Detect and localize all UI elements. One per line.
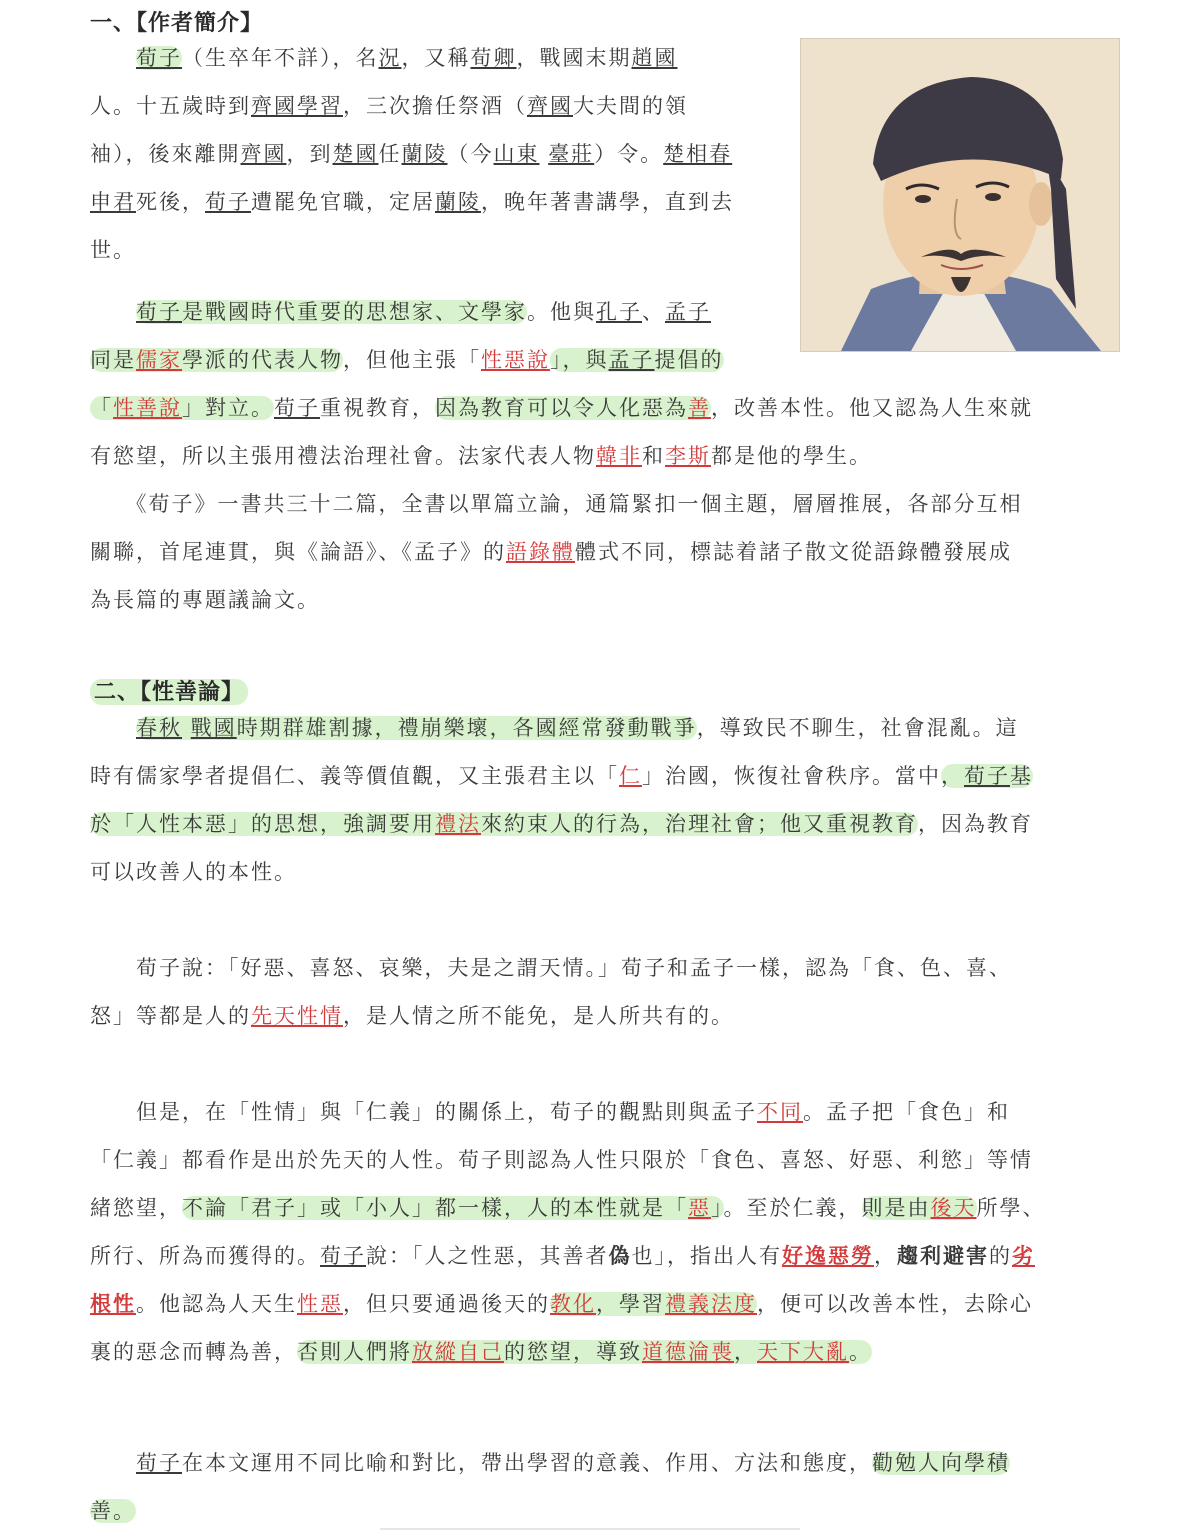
text-line: 春秋 戰國時期群雄割據，禮崩樂壞，各國經常發動戰爭，導致民不聊生，社會混亂。這 (136, 716, 1019, 740)
text-line: 怒」等都是人的先天性情，是人情之所不能免，是人所共有的。 (90, 1004, 734, 1028)
text-line: 根性。他認為人天生性惡，但只要通過後天的教化，學習禮義法度，便可以改善本性，去除心 (90, 1291, 1033, 1316)
text-line: 同是儒家學派的代表人物，但他主張「性惡說」，與孟子提倡的 (90, 348, 724, 372)
text-line: 為長篇的專題議論文。 (90, 588, 320, 612)
portrait-image (801, 39, 1119, 351)
text-line: 袖），後來離開齊國，到楚國任蘭陵（今山東 臺莊）令。楚相春 (90, 142, 733, 166)
text-line: 申君死後，荀子遭罷免官職，定居蘭陵，晚年著書講學，直到去 (90, 190, 734, 214)
text-line: 「仁義」都看作是出於先天的人性。荀子則認為人性只限於「食色、喜怒、好惡、利慾」等情 (90, 1148, 1033, 1172)
text-line: 時有儒家學者提倡仁、義等價值觀，又主張君主以「仁」治國，恢復社會秩序。當中，荀子基 (90, 764, 1033, 788)
text-line: 有慾望，所以主張用禮法治理社會。法家代表人物韓非和李斯都是他的學生。 (90, 444, 872, 468)
text-line: 荀子說：「好惡、喜怒、哀樂，夫是之謂天情。」荀子和孟子一樣，認為「食、色、喜、 (90, 956, 1012, 980)
xunzi-portrait (800, 38, 1120, 352)
text-line: 可以改善人的本性。 (90, 860, 297, 884)
text-line: 《荀子》一書共三十二篇，全書以單篇立論，通篇緊扣一個主題，層層推展，各部分互相 (90, 492, 1023, 516)
text-line: 人。十五歲時到齊國學習，三次擔任祭酒（齊國大夫間的領 (90, 94, 688, 118)
section2-title: 二、【性善論】 (90, 677, 248, 707)
text-line: 所行、所為而獲得的。荀子說：「人之性惡，其善者偽也」，指出人有好逸惡勞，趨利避害的劣 (90, 1243, 1035, 1268)
page-bottom-divider (380, 1528, 800, 1530)
text-line: 善。 (90, 1499, 136, 1523)
section1-title: 一、【作者簡介】 (90, 10, 264, 36)
text-line: 但是，在「性情」與「仁義」的關係上，荀子的觀點則與孟子不同。孟子把「食色」和 (90, 1100, 1010, 1124)
text-line: 「性善說」對立。荀子重視教育，因為教育可以令人化惡為善，改善本性。他又認為人生來就 (90, 396, 1033, 420)
text-line: 關聯，首尾連貫，與《論語》、《孟子》的語錄體體式不同，標誌着諸子散文從語錄體發展成 (90, 540, 1012, 564)
text-line: 緒慾望，不論「君子」或「小人」都一樣，人的本性就是「惡」。至於仁義，則是由後天所學、 (90, 1196, 1046, 1220)
text-line: 世。 (90, 238, 136, 262)
text-line: 荀子是戰國時代重要的思想家、文學家。他與孔子、孟子 (136, 300, 711, 324)
text-line: 於「人性本惡」的思想，強調要用禮法來約束人的行為，治理社會；他又重視教育，因為教育 (90, 812, 1033, 836)
text-line: 荀子在本文運用不同比喻和對比，帶出學習的意義、作用、方法和態度，勸勉人向學積 (136, 1451, 1010, 1475)
text-line: 裏的惡念而轉為善，否則人們將放縱自己的慾望，導致道德淪喪，天下大亂。 (90, 1340, 872, 1364)
text-line: 荀子（生卒年不詳），名況，又稱荀卿，戰國末期趙國 (136, 46, 678, 70)
